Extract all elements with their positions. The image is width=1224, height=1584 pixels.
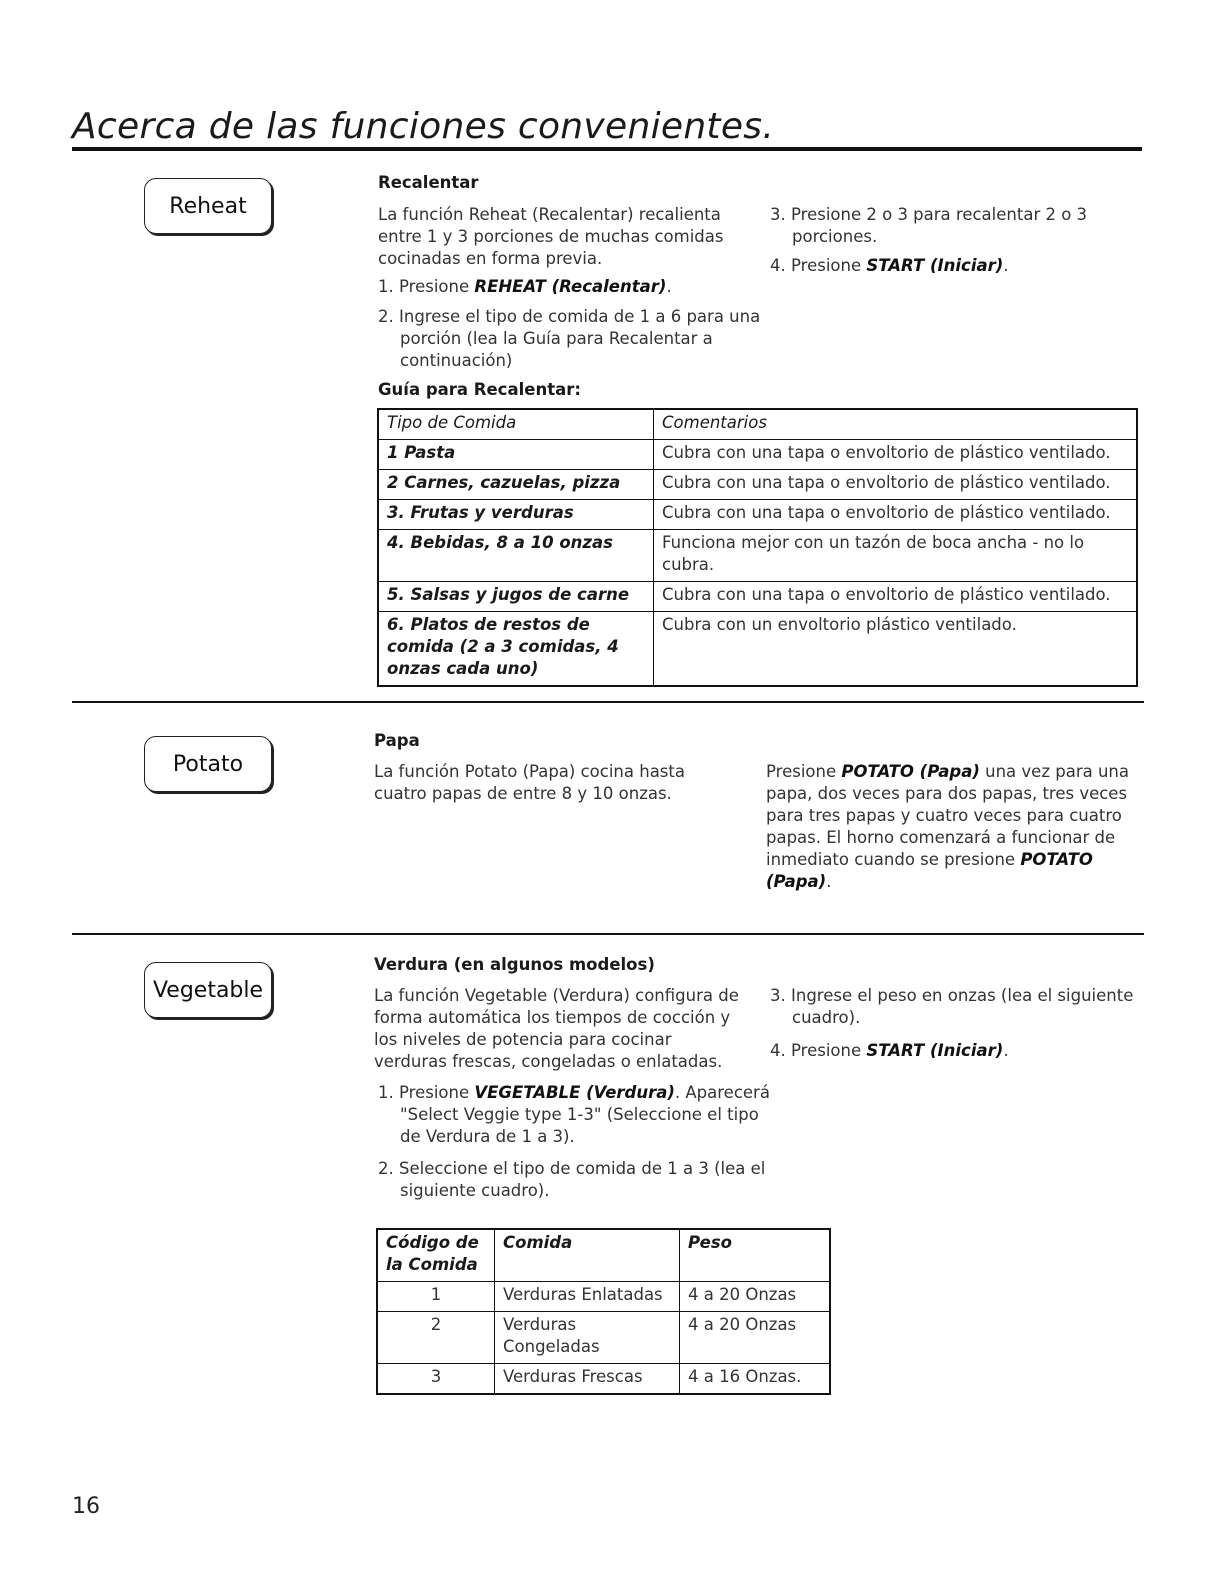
section-divider — [72, 933, 1144, 935]
table-cell: 2 — [377, 1312, 495, 1364]
table-cell: Cubra con una tapa o envoltorio de plástico ventilado. — [654, 440, 1138, 470]
table-cell: Funciona mejor con un tazón de boca ancha - no lo cubra. — [654, 530, 1138, 582]
table-cell: 5. Salsas y jugos de carne — [378, 582, 654, 612]
table-cell: Verduras Congeladas — [495, 1312, 680, 1364]
table-cell: 4. Bebidas, 8 a 10 onzas — [378, 530, 654, 582]
table-cell: 2 Carnes, cazuelas, pizza — [378, 470, 654, 500]
table-row — [377, 1364, 830, 1395]
table-cell: 3 — [377, 1364, 495, 1395]
reheat-guide-heading: Guía para Recalentar: — [378, 380, 581, 399]
vegetable-key-icon — [144, 962, 272, 1018]
vegetable-intro: La función Vegetable (Verdura) configura de forma automática los tiempos de cocción y los niveles de potencia para cocinar verduras frescas, congeladas o enlatadas. — [374, 986, 739, 1071]
table-row — [378, 582, 1137, 612]
table-cell: 6. Platos de restos de comida (2 a 3 comidas, 4 onzas cada uno) — [378, 612, 654, 687]
table-cell: 4 a 20 Onzas — [680, 1282, 831, 1312]
table-row — [377, 1282, 830, 1312]
table-row — [378, 530, 1137, 582]
section-divider — [72, 701, 1144, 703]
table-header-cell: Peso — [680, 1229, 831, 1282]
table-cell: 1 Pasta — [378, 440, 654, 470]
reheat-step-3: 3. Presione 2 o 3 para recalentar 2 o 3 porciones. — [770, 205, 1088, 246]
vegetable-step-4: 4. Presione START (Iniciar). — [770, 1041, 1009, 1060]
reheat-step-4: 4. Presione START (Iniciar). — [770, 256, 1009, 275]
table-cell: 3. Frutas y verduras — [378, 500, 654, 530]
table-header-cell: Comentarios — [654, 409, 1138, 440]
page-title: Acerca de las funciones convenientes. — [72, 106, 775, 147]
table-row — [378, 612, 1137, 687]
vegetable-key-label: Vegetable — [152, 977, 264, 1003]
reheat-key-label: Reheat — [169, 193, 247, 219]
vegetable-step-1: 1. Presione VEGETABLE (Verdura). Aparecerá "Select Veggie type 1-3" (Seleccione el tipo de Verdura de 1 a 3). — [378, 1083, 770, 1146]
table-header-cell: Código de la Comida — [377, 1229, 495, 1282]
table-cell: Cubra con una tapa o envoltorio de plástico ventilado. — [654, 470, 1138, 500]
table-header-row — [378, 409, 1137, 440]
potato-key-icon — [144, 736, 272, 792]
table-header-cell: Tipo de Comida — [378, 409, 654, 440]
table-cell: Verduras Frescas — [495, 1364, 680, 1395]
page-number: 16 — [72, 1494, 100, 1519]
vegetable-heading: Verdura (en algunos modelos) — [374, 955, 655, 974]
table-cell: 4 a 20 Onzas — [680, 1312, 831, 1364]
reheat-guide-table — [377, 408, 1138, 687]
reheat-step-1: 1. Presione REHEAT (Recalentar). — [378, 277, 672, 296]
table-row — [378, 500, 1137, 530]
reheat-heading: Recalentar — [378, 173, 479, 192]
table-cell: Cubra con un envoltorio plástico ventilado. — [654, 612, 1138, 687]
table-row — [377, 1312, 830, 1364]
reheat-step-2: 2. Ingrese el tipo de comida de 1 a 6 para una porción (lea la Guía para Recalentar a continuación) — [378, 307, 761, 370]
vegetable-step-2: 2. Seleccione el tipo de comida de 1 a 3 (lea el siguiente cuadro). — [378, 1159, 766, 1200]
vegetable-table — [376, 1228, 831, 1395]
potato-heading: Papa — [374, 731, 420, 750]
table-cell: Cubra con una tapa o envoltorio de plástico ventilado. — [654, 500, 1138, 530]
potato-instructions: Presione POTATO (Papa) una vez para una papa, dos veces para dos papas, tres veces para tres papas y cuatro veces para cuatro papas. El horno comenzará a funcionar de inmediato cuando se presione POTATO (Papa). — [766, 762, 1129, 891]
table-header-row — [377, 1229, 830, 1282]
table-header-cell: Comida — [495, 1229, 680, 1282]
reheat-key-icon — [144, 178, 272, 234]
potato-intro: La función Potato (Papa) cocina hasta cuatro papas de entre 8 y 10 onzas. — [374, 762, 685, 803]
table-cell: 1 — [377, 1282, 495, 1312]
vegetable-step-3: 3. Ingrese el peso en onzas (lea el siguiente cuadro). — [770, 986, 1134, 1027]
table-row — [378, 440, 1137, 470]
reheat-intro: La función Reheat (Recalentar) recalienta entre 1 y 3 porciones de muchas comidas cocinadas en forma previa. — [378, 205, 724, 268]
table-row — [378, 470, 1137, 500]
title-rule — [72, 147, 1142, 151]
table-cell: Verduras Enlatadas — [495, 1282, 680, 1312]
table-cell: Cubra con una tapa o envoltorio de plástico ventilado. — [654, 582, 1138, 612]
table-cell: 4 a 16 Onzas. — [680, 1364, 831, 1395]
potato-key-label: Potato — [172, 751, 244, 777]
